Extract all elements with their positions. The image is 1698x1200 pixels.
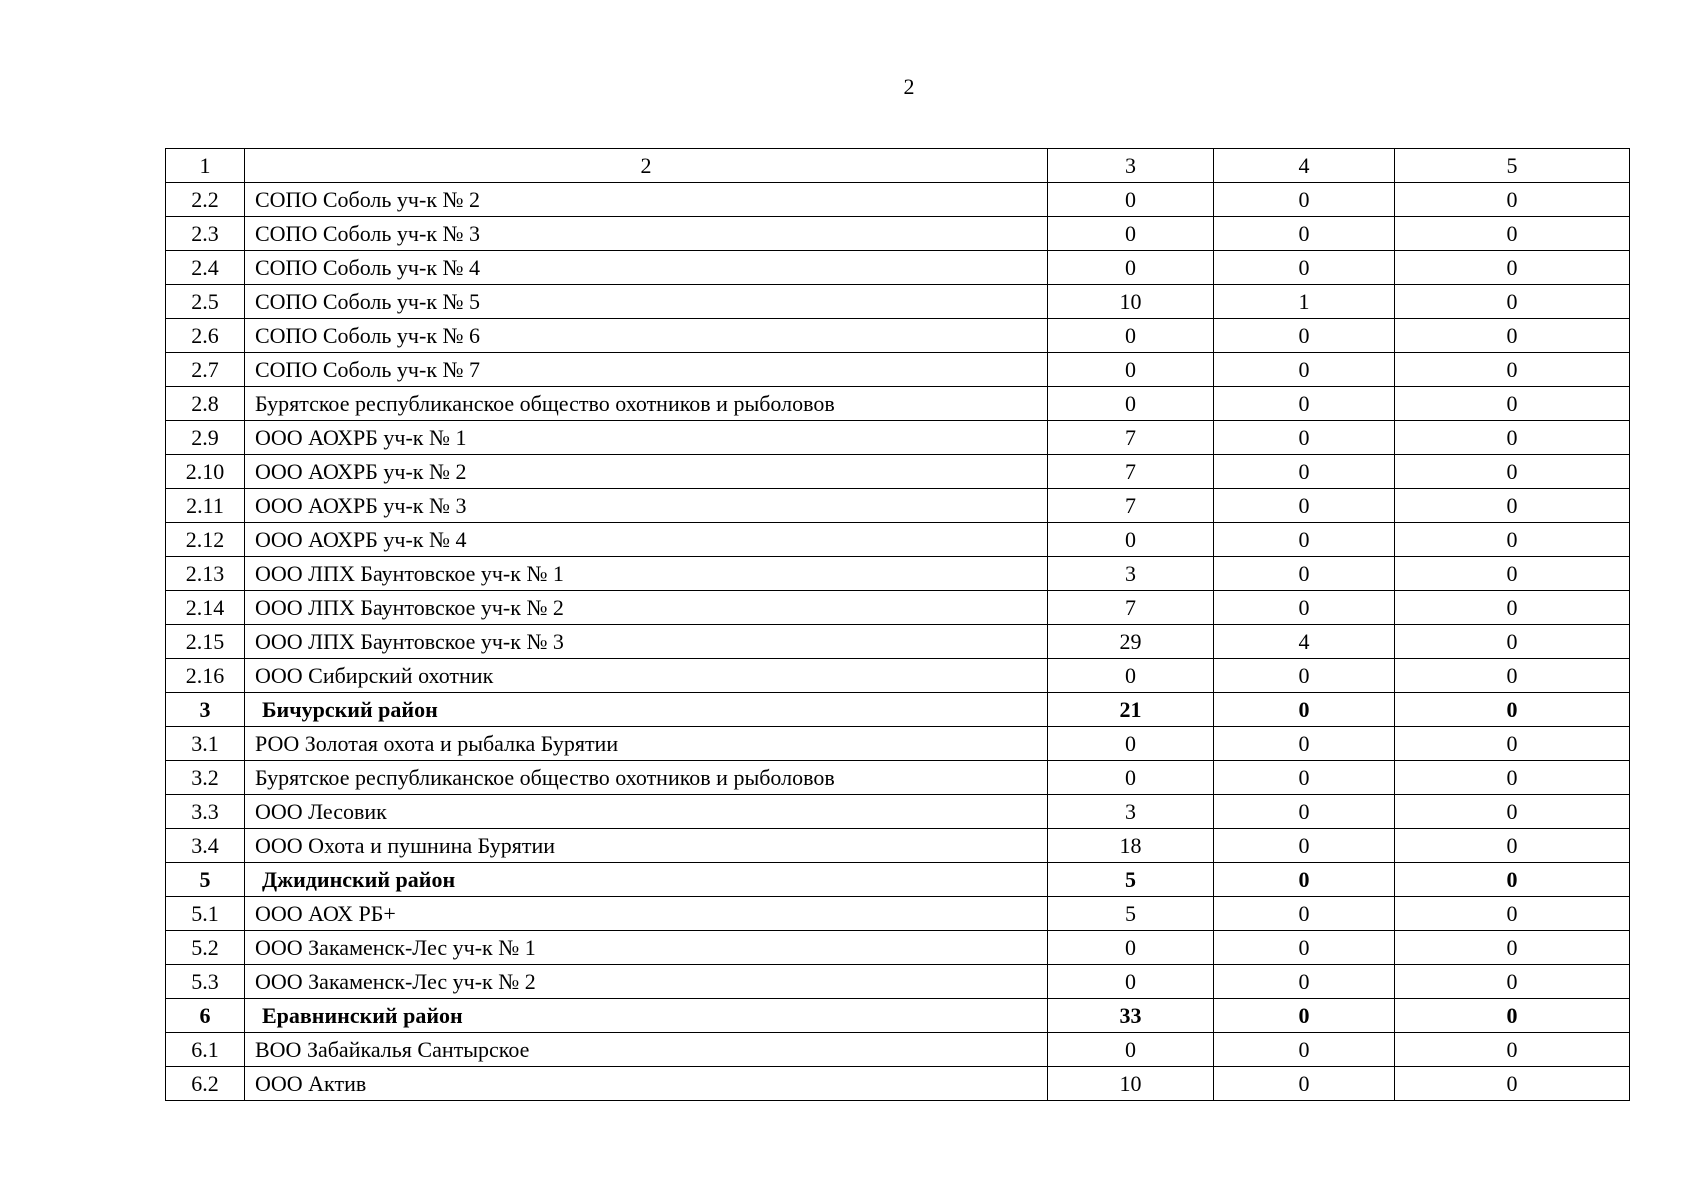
row-number-cell: 5.2 [166, 931, 245, 965]
row-col4-cell: 0 [1214, 897, 1395, 931]
row-col5-cell: 0 [1395, 863, 1630, 897]
row-col4-cell: 0 [1214, 965, 1395, 999]
table-row [166, 353, 1630, 387]
row-col3-cell: 0 [1048, 387, 1214, 421]
row-col5-cell: 0 [1395, 387, 1630, 421]
row-col5-cell: 0 [1395, 421, 1630, 455]
row-name-cell: СОПО Соболь уч-к № 3 [245, 217, 1048, 251]
row-col3-cell: 0 [1048, 353, 1214, 387]
row-col4-cell: 0 [1214, 591, 1395, 625]
row-col5-cell: 0 [1395, 625, 1630, 659]
row-col5-cell: 0 [1395, 489, 1630, 523]
row-number-cell: 3.4 [166, 829, 245, 863]
row-name-cell: ООО Закаменск-Лес уч-к № 1 [245, 931, 1048, 965]
row-col4-cell: 0 [1214, 523, 1395, 557]
table-row [166, 251, 1630, 285]
row-number-cell: 2.3 [166, 217, 245, 251]
row-number-cell: 2.5 [166, 285, 245, 319]
row-col4-cell: 0 [1214, 931, 1395, 965]
row-number-cell: 2.4 [166, 251, 245, 285]
table-row [166, 183, 1630, 217]
row-name-cell: СОПО Соболь уч-к № 2 [245, 183, 1048, 217]
row-col3-cell: 3 [1048, 557, 1214, 591]
header-cell-5: 5 [1395, 149, 1630, 183]
row-col5-cell: 0 [1395, 727, 1630, 761]
row-number-cell: 2.12 [166, 523, 245, 557]
row-col5-cell: 0 [1395, 965, 1630, 999]
row-name-cell: Еравнинский район [245, 999, 1048, 1033]
table-row [166, 965, 1630, 999]
row-name-cell: ООО АОХРБ уч-к № 4 [245, 523, 1048, 557]
table-row [166, 625, 1630, 659]
row-number-cell: 3.3 [166, 795, 245, 829]
row-col3-cell: 0 [1048, 659, 1214, 693]
table-row [166, 285, 1630, 319]
row-col5-cell: 0 [1395, 931, 1630, 965]
row-name-cell: ООО АОХРБ уч-к № 2 [245, 455, 1048, 489]
section-row [166, 863, 1630, 897]
table-row [166, 1067, 1630, 1101]
row-col3-cell: 5 [1048, 863, 1214, 897]
row-col3-cell: 0 [1048, 1033, 1214, 1067]
row-number-cell: 3 [166, 693, 245, 727]
row-col3-cell: 0 [1048, 931, 1214, 965]
row-number-cell: 6.1 [166, 1033, 245, 1067]
row-col5-cell: 0 [1395, 353, 1630, 387]
table-body [166, 149, 1630, 1101]
header-cell-2: 2 [245, 149, 1048, 183]
section-row [166, 999, 1630, 1033]
row-name-cell: ООО АОХРБ уч-к № 1 [245, 421, 1048, 455]
row-number-cell: 2.2 [166, 183, 245, 217]
row-name-cell: ВОО Забайкалья Сантырское [245, 1033, 1048, 1067]
table-row [166, 455, 1630, 489]
row-col3-cell: 3 [1048, 795, 1214, 829]
table-row [166, 489, 1630, 523]
row-col5-cell: 0 [1395, 761, 1630, 795]
row-col5-cell: 0 [1395, 829, 1630, 863]
row-col4-cell: 0 [1214, 829, 1395, 863]
row-name-cell: ООО Охота и пушнина Бурятии [245, 829, 1048, 863]
row-number-cell: 2.7 [166, 353, 245, 387]
row-col4-cell: 0 [1214, 217, 1395, 251]
row-name-cell: СОПО Соболь уч-к № 4 [245, 251, 1048, 285]
row-number-cell: 2.16 [166, 659, 245, 693]
row-col3-cell: 7 [1048, 421, 1214, 455]
row-col3-cell: 0 [1048, 217, 1214, 251]
row-col3-cell: 10 [1048, 1067, 1214, 1101]
row-col4-cell: 0 [1214, 183, 1395, 217]
row-number-cell: 6.2 [166, 1067, 245, 1101]
row-name-cell: ООО Лесовик [245, 795, 1048, 829]
row-number-cell: 2.13 [166, 557, 245, 591]
row-number-cell: 2.14 [166, 591, 245, 625]
row-col5-cell: 0 [1395, 795, 1630, 829]
row-col3-cell: 0 [1048, 965, 1214, 999]
row-col3-cell: 5 [1048, 897, 1214, 931]
row-col3-cell: 0 [1048, 251, 1214, 285]
row-name-cell: Бурятское республиканское общество охотников и рыболовов [245, 761, 1048, 795]
row-col5-cell: 0 [1395, 251, 1630, 285]
row-col3-cell: 18 [1048, 829, 1214, 863]
row-col5-cell: 0 [1395, 999, 1630, 1033]
row-col3-cell: 0 [1048, 183, 1214, 217]
row-col5-cell: 0 [1395, 523, 1630, 557]
row-number-cell: 2.6 [166, 319, 245, 353]
table-row [166, 659, 1630, 693]
row-col4-cell: 0 [1214, 455, 1395, 489]
row-number-cell: 2.10 [166, 455, 245, 489]
row-number-cell: 3.1 [166, 727, 245, 761]
row-col4-cell: 0 [1214, 863, 1395, 897]
row-name-cell: ООО Сибирский охотник [245, 659, 1048, 693]
row-col5-cell: 0 [1395, 591, 1630, 625]
row-col3-cell: 7 [1048, 455, 1214, 489]
row-col4-cell: 0 [1214, 251, 1395, 285]
row-col3-cell: 10 [1048, 285, 1214, 319]
row-col3-cell: 0 [1048, 319, 1214, 353]
table-row [166, 319, 1630, 353]
row-col5-cell: 0 [1395, 693, 1630, 727]
row-col5-cell: 0 [1395, 1067, 1630, 1101]
row-col5-cell: 0 [1395, 319, 1630, 353]
row-col3-cell: 7 [1048, 591, 1214, 625]
row-col3-cell: 0 [1048, 727, 1214, 761]
row-number-cell: 6 [166, 999, 245, 1033]
row-name-cell: СОПО Соболь уч-к № 5 [245, 285, 1048, 319]
row-col5-cell: 0 [1395, 183, 1630, 217]
row-col5-cell: 0 [1395, 659, 1630, 693]
row-name-cell: ООО Актив [245, 1067, 1048, 1101]
row-col5-cell: 0 [1395, 1033, 1630, 1067]
row-col5-cell: 0 [1395, 217, 1630, 251]
table-row [166, 557, 1630, 591]
row-name-cell: ООО АОХРБ уч-к № 3 [245, 489, 1048, 523]
row-number-cell: 5.1 [166, 897, 245, 931]
header-cell-1: 1 [166, 149, 245, 183]
row-col5-cell: 0 [1395, 557, 1630, 591]
row-name-cell: Бичурский район [245, 693, 1048, 727]
table-row [166, 727, 1630, 761]
row-col3-cell: 7 [1048, 489, 1214, 523]
table-header-row [166, 149, 1630, 183]
row-col4-cell: 0 [1214, 421, 1395, 455]
row-col3-cell: 33 [1048, 999, 1214, 1033]
row-col4-cell: 4 [1214, 625, 1395, 659]
table-row [166, 217, 1630, 251]
row-col3-cell: 0 [1048, 523, 1214, 557]
section-row [166, 693, 1630, 727]
table-row [166, 421, 1630, 455]
row-name-cell: ООО Закаменск-Лес уч-к № 2 [245, 965, 1048, 999]
row-col4-cell: 0 [1214, 557, 1395, 591]
row-name-cell: ООО АОХ РБ+ [245, 897, 1048, 931]
row-col4-cell: 0 [1214, 659, 1395, 693]
table-row [166, 1033, 1630, 1067]
table-row [166, 897, 1630, 931]
row-col4-cell: 0 [1214, 1033, 1395, 1067]
row-col4-cell: 0 [1214, 319, 1395, 353]
table-row [166, 591, 1630, 625]
row-col4-cell: 0 [1214, 489, 1395, 523]
row-name-cell: ООО ЛПХ Баунтовское уч-к № 3 [245, 625, 1048, 659]
row-name-cell: СОПО Соболь уч-к № 6 [245, 319, 1048, 353]
row-col4-cell: 0 [1214, 795, 1395, 829]
row-name-cell: Бурятское республиканское общество охотников и рыболовов [245, 387, 1048, 421]
table-row [166, 931, 1630, 965]
header-cell-4: 4 [1214, 149, 1395, 183]
data-table [165, 148, 1630, 1101]
table-row [166, 795, 1630, 829]
row-col4-cell: 0 [1214, 999, 1395, 1033]
row-col4-cell: 0 [1214, 1067, 1395, 1101]
table-row [166, 523, 1630, 557]
row-name-cell: СОПО Соболь уч-к № 7 [245, 353, 1048, 387]
table-row [166, 387, 1630, 421]
row-col5-cell: 0 [1395, 897, 1630, 931]
row-col3-cell: 0 [1048, 761, 1214, 795]
table-row [166, 829, 1630, 863]
row-col4-cell: 0 [1214, 353, 1395, 387]
row-number-cell: 2.15 [166, 625, 245, 659]
row-col4-cell: 0 [1214, 693, 1395, 727]
row-name-cell: ООО ЛПХ Баунтовское уч-к № 1 [245, 557, 1048, 591]
row-col5-cell: 0 [1395, 285, 1630, 319]
page-number: 2 [903, 74, 915, 99]
row-name-cell: РОО Золотая охота и рыбалка Бурятии [245, 727, 1048, 761]
row-col3-cell: 29 [1048, 625, 1214, 659]
row-number-cell: 3.2 [166, 761, 245, 795]
row-col3-cell: 21 [1048, 693, 1214, 727]
row-col4-cell: 0 [1214, 761, 1395, 795]
table-row [166, 761, 1630, 795]
row-name-cell: ООО ЛПХ Баунтовское уч-к № 2 [245, 591, 1048, 625]
row-number-cell: 5.3 [166, 965, 245, 999]
row-number-cell: 2.11 [166, 489, 245, 523]
row-col5-cell: 0 [1395, 455, 1630, 489]
row-col4-cell: 1 [1214, 285, 1395, 319]
row-col4-cell: 0 [1214, 727, 1395, 761]
row-number-cell: 2.9 [166, 421, 245, 455]
row-name-cell: Джидинский район [245, 863, 1048, 897]
row-col4-cell: 0 [1214, 387, 1395, 421]
row-number-cell: 5 [166, 863, 245, 897]
row-number-cell: 2.8 [166, 387, 245, 421]
header-cell-3: 3 [1048, 149, 1214, 183]
